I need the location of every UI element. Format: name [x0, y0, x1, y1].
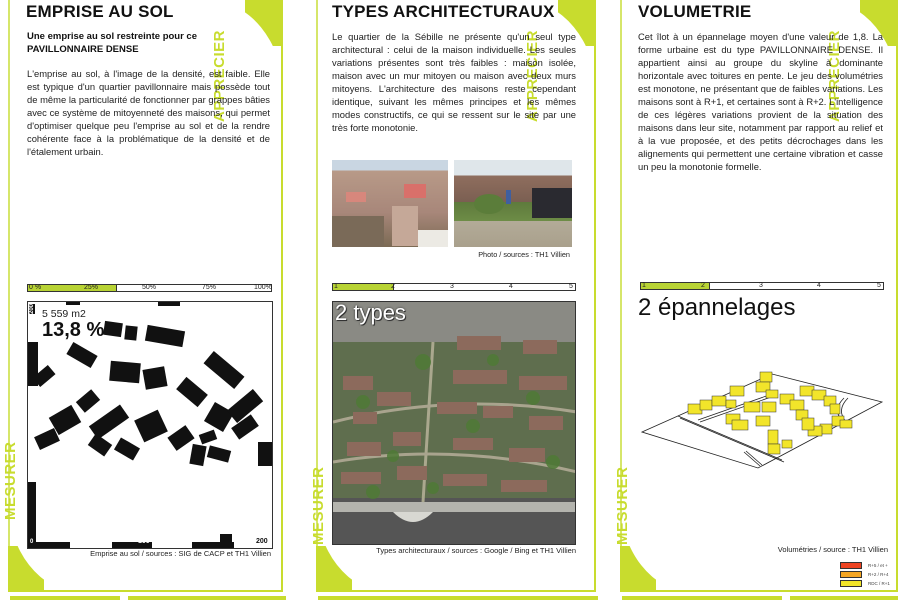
scale-tick: 25% — [84, 284, 99, 291]
panel-body: L'emprise au sol, à l'image de la densité, est faible. Elle est typique d'un quartier pavillonnaire mais possède tout de même la particularité de fonctionner par grappes bâties avec ce système de mitoyenneté des maisons, qui permet d'optimiser quelque peu l'emprise au sol et de la rendre cohérente face à la problématique de la densité et de l'étalement urbain. — [27, 68, 270, 157]
scale-tick: 0 % — [29, 284, 42, 291]
house-photo-1 — [332, 160, 448, 247]
map-caption: Volumétries / source : TH1 Villien — [777, 545, 888, 554]
next-panel-edge — [318, 596, 598, 600]
scale-tick: 50% — [142, 284, 157, 291]
scale-tick: 2 — [391, 283, 395, 290]
corner-decoration — [620, 546, 656, 592]
axis-tick: 0 — [30, 539, 34, 545]
types-scale-bar — [332, 283, 576, 291]
panel-body: Le quartier de la Sébille ne présente qu'un seul type architectural : celui de la maison individuelle. Les seules variations présentes sont très faibles : maison isolée, maison avec un mur mitoyen ou maison avec deux murs mitoyens. L'architecture des maisons reste cependant identique, suivant les mêmes principes et les mêmes modes constructifs, ce qui se ressent sur le site par une très forte monotonie. — [332, 31, 576, 133]
legend-swatch — [840, 571, 862, 578]
side-label-apprecier: APPRECIER — [825, 29, 843, 122]
area-value: 5 559 m2 — [42, 308, 86, 320]
percent-value: 13,8 % — [42, 319, 105, 341]
scale-fill — [333, 284, 394, 290]
scale-tick: 75% — [202, 284, 217, 291]
panel-title: EMPRISE AU SOL — [26, 2, 174, 21]
map-caption: Emprise au sol / sources : SIG de CACP et TH1 Villien — [90, 549, 271, 558]
types-overlay-label: 2 types — [335, 301, 406, 325]
next-panel-edge — [10, 596, 120, 600]
axis-tick: 100 — [29, 431, 35, 442]
scale-fill — [641, 283, 710, 289]
panel-volumetrie — [614, 0, 898, 592]
corner-decoration — [316, 546, 352, 592]
side-label-mesurer: MESURER — [2, 441, 19, 520]
panel-emprise-au-sol — [2, 0, 283, 592]
panel-title: VOLUMETRIE — [638, 2, 752, 21]
axis-tick: 100 — [138, 538, 150, 545]
next-panel-edge — [128, 596, 286, 600]
scale-tick: 4 — [817, 282, 821, 289]
map-caption: Types architecturaux / sources : Google / Bing et TH1 Villien — [376, 546, 576, 555]
next-panel-edge — [622, 596, 782, 600]
footprint-map — [27, 301, 273, 549]
panel-types-architecturaux — [310, 0, 596, 592]
scale-tick: 3 — [450, 283, 454, 290]
volumetry-legend — [840, 561, 890, 587]
panel-body: Cet îlot à un épannelage moyen d'une valeur de 1,8. La forme urbaine est du type PAVILLONNAIRE DENSE. Il appartient ainsi au groupe du skyline à dominante horizontale avec toitures en pente. Le jeu des volumétries est monotone, ne présentant que de faibles variations. Les maisons sont à R+1, et certaines sont à R+2. L'intelligence de ces légères variations provient de la situation des maisons dans leur site, notamment par rapport au relief et à la vue proposée, et des petits décrochages dans les alignements qui permettent une certaine vibration et casse un peu la monotonie formelle. — [638, 31, 883, 172]
side-label-apprecier: APPRECIER — [210, 29, 228, 122]
legend-label: R+2 / R+4 — [868, 571, 889, 577]
legend-label: R+5 / et + — [868, 562, 888, 568]
side-label-apprecier: APPRECIER — [523, 29, 541, 122]
legend-swatch — [840, 580, 862, 587]
scale-tick: 100% — [254, 284, 272, 291]
scale-tick: 1 — [334, 283, 338, 290]
scale-tick: 4 — [509, 283, 513, 290]
next-panel-edge — [790, 596, 898, 600]
volumetry-3d-model — [632, 360, 892, 480]
volumetrie-scale-bar — [640, 282, 884, 290]
emprise-scale-bar — [27, 284, 272, 292]
axis-tick: 200 — [256, 538, 268, 545]
house-photo-2 — [454, 160, 572, 247]
aerial-photo — [332, 301, 576, 545]
photo-caption: Photo / sources : TH1 Villien — [478, 250, 570, 259]
legend-swatch — [840, 562, 862, 569]
legend-item — [840, 570, 890, 578]
panel-title: TYPES ARCHITECTURAUX — [332, 2, 555, 21]
scale-tick: 3 — [759, 282, 763, 289]
axis-tick: 200 — [29, 303, 35, 314]
side-label-mesurer: MESURER — [614, 466, 631, 545]
corner-decoration — [8, 546, 44, 592]
scale-tick: 1 — [642, 282, 646, 289]
panel-subtitle: Une emprise au sol restreinte pour ce PAVILLONNAIRE DENSE — [27, 31, 198, 55]
legend-item — [840, 579, 890, 587]
legend-label: RDC / R+1 — [868, 580, 890, 586]
side-label-mesurer: MESURER — [310, 466, 327, 545]
scale-tick: 5 — [877, 282, 881, 289]
epannelage-label: 2 épannelages — [638, 294, 796, 321]
scale-tick: 2 — [701, 282, 705, 289]
scale-tick: 5 — [569, 283, 573, 290]
aerial-image — [333, 302, 576, 545]
scale-fill — [28, 285, 117, 291]
legend-item — [840, 561, 890, 569]
